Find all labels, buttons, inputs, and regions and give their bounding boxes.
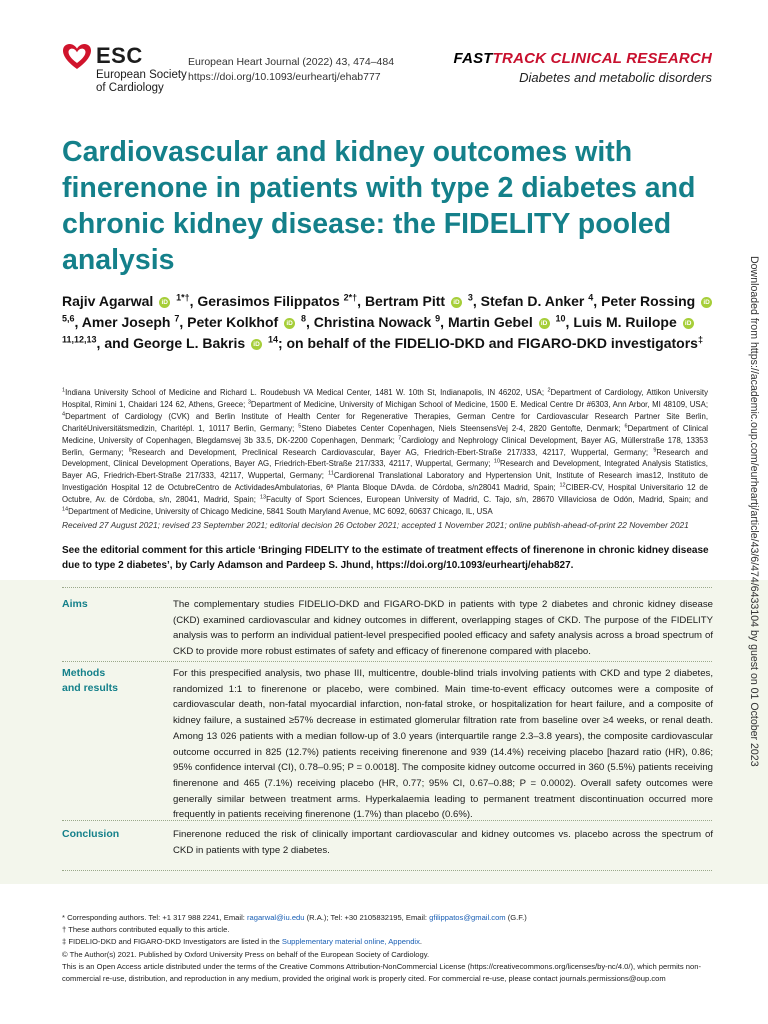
footnotes	[62, 912, 722, 985]
esc-logo[interactable]	[62, 42, 187, 102]
download-notice: Downloaded from https://academic.oup.com/eurheartj/article/43/6/474/6433104 by guest on 01 October 2023	[748, 256, 760, 767]
author-entry	[82, 314, 180, 330]
affiliation-text: Cardiorenal Translational Laboratory and Hypertension Unit, Institute of Research imas12, Instituto de Investigación Hospital 12 de OctubreCentro de ActividadesAmbulatorias, 6ª Planta Bloque DAvda. de Córdoba, s/n28041 Madrid, Spain;	[62, 471, 708, 493]
email-link[interactable]: gfilippatos@gmail.com	[429, 913, 506, 922]
affiliation-text: Department of Clinical Medicine, University of Copenhagen, Blegdamsvej 3b 33.5, DK-2200 Copenhagen, Denmark;	[62, 423, 709, 445]
orcid-icon[interactable]: iD	[284, 318, 295, 329]
affiliation-number: 1	[62, 387, 66, 394]
logo-wordmark: ESC	[96, 43, 143, 68]
affiliation-number: 13	[259, 494, 267, 501]
logo-subtitle-line2: of Cardiology	[96, 82, 164, 94]
investigators-marker: ‡	[697, 334, 703, 345]
fasttrack-prefix: FAST	[453, 50, 493, 67]
author-name[interactable]: Peter Rossing	[601, 293, 696, 309]
divider	[62, 587, 712, 588]
section-heading	[454, 50, 712, 85]
footnote-text: ‡ FIDELIO-DKD and FIGARO-DKD Investigators are listed in the	[62, 937, 282, 947]
affiliation-number: 6	[624, 423, 628, 430]
footnote-text: * Corresponding authors. Tel: +1 317 988 2241, Email:	[62, 913, 247, 922]
affiliation-number: 2	[547, 387, 551, 394]
affiliation-text: Department of Cardiology (CVK) and Berlin Institute of Health Center for Regenerative Therapies, German Centre for Cardiovascular Research Partner Site Berlin, CharitéUniversitätsmedizin, Charitépl. 1, 10117 Berlin, Germany;	[62, 411, 708, 433]
editorial-note[interactable]: See the editorial comment for this article ‘Bringing FIDELITY to the estimate of treatment effects of finerenone in chronic kidney disease due to type 2 diabetes’, by Carly Adamson and Pardeep S. Jhund, https://doi.org/10.1093/eurheartj/ehab827.	[62, 545, 709, 571]
supplementary-link[interactable]: Supplementary material online, Appendix	[281, 937, 420, 947]
author-name[interactable]: Gerasimos Filippatos	[197, 293, 340, 309]
methods-label	[62, 666, 152, 696]
author-name[interactable]: Rajiv Agarwal	[62, 293, 154, 309]
affiliation-text: Indiana University School of Medicine and Richard L. Roudebush VA Medical Center, 1481 W. 10th St, Indianapolis, IN 46202, USA;	[65, 388, 548, 397]
affiliation-number: 12	[559, 482, 566, 489]
author-name[interactable]: Martin Gebel	[447, 314, 533, 330]
author-affiliation-marker: 1*†	[176, 292, 190, 303]
affiliation-text: Cardiology and Nephrology Clinical Development, Bayer AG, Müllerstraße 178, 13353 Berlin, Germany;	[62, 435, 708, 457]
corresponding-authors	[62, 912, 722, 924]
footnote-text: (R.A.); Tel: +30 2105832195, Email:	[304, 913, 430, 922]
author-entry	[197, 293, 357, 309]
author-name[interactable]: Amer Joseph	[81, 314, 171, 330]
author-name[interactable]: Peter Kolkhof	[187, 314, 279, 330]
author-affiliation-marker: 5,6	[62, 313, 75, 324]
author-affiliation-marker: 14	[267, 334, 278, 345]
footnote-text: .	[419, 937, 423, 947]
author-affiliation-marker: 11,12,13	[62, 334, 97, 345]
divider	[62, 870, 712, 871]
divider	[62, 661, 712, 662]
affiliation-text: Faculty of Sport Sciences, European University of Madrid, C. Tajo, s/n, 28670 Villaviciosa de Odón, Madrid, Spain; and	[266, 495, 708, 505]
conclusion-label: Conclusion	[62, 828, 120, 840]
affiliation-number: 10	[493, 458, 501, 465]
author-name[interactable]: Bertram Pitt	[364, 293, 446, 309]
affiliation-number: 8	[128, 446, 132, 453]
received-dates: Received 27 August 2021; revised 23 September 2021; editorial decision 26 October 2021; accepted 1 November 2021; online publish-ahead-of-print 22 November 2021	[62, 520, 689, 530]
orcid-icon[interactable]: iD	[701, 297, 712, 308]
author-name[interactable]: Stefan D. Anker	[480, 293, 585, 309]
author-entry	[365, 293, 473, 309]
methods-label-line2: and results	[62, 682, 119, 694]
affiliation-text: Steno Diabetes Center Copenhagen, Niels SteensensVej 2-4, 2820 Gentofte, Denmark;	[301, 423, 625, 433]
affiliation-text: Research and Development, Preclinical Research Cardiovascular, Bayer AG, Friedrich-Ebert-Straße 217/333, 42117, Wuppertal, Germany;	[131, 447, 654, 457]
section-subtitle: Diabetes and metabolic disorders	[519, 70, 712, 85]
affiliation-text: Department of Medicine, University of Michigan School of Medicine, 1500 E. Medical Centre Dr #6303, Ann Arbor, MI 48109, USA;	[250, 399, 708, 409]
journal-line: European Heart Journal (2022) 43, 474–484	[188, 56, 395, 68]
orcid-icon[interactable]: iD	[451, 297, 462, 308]
methods-label-line1: Methods	[62, 667, 106, 679]
author-entry	[314, 314, 440, 330]
author-affiliation-marker: 3	[467, 292, 473, 303]
investigators-group: ; on behalf of the FIDELIO-DKD and FIGARO-DKD investigators	[277, 335, 698, 351]
affiliation-text: CIBER-CV, Hospital Universitario 12 de Octubre, Av. de Córdoba, s/n, 28041, Madrid, Spain;	[62, 483, 708, 505]
article-title: Cardiovascular and kidney outcomes with finerenone in patients with type 2 diabetes and chronic kidney disease: the FIDELITY pooled analysis	[62, 136, 696, 276]
affiliation-text: Department of Cardiology, Attikon University Hospital, Rimini 1, Chaidari 124 62, Athens, Greece;	[62, 388, 708, 409]
conclusion-text: Finerenone reduced the risk of clinically important cardiovascular and kidney outcomes vs. placebo across the spectrum of CKD in patients with type 2 diabetes.	[173, 829, 713, 856]
affiliation-number: 14	[62, 506, 69, 513]
author-affiliation-marker: 4	[588, 292, 594, 303]
fasttrack-rest: TRACK CLINICAL RESEARCH	[492, 50, 712, 67]
page-header	[0, 0, 768, 110]
author-entry	[62, 293, 190, 309]
affiliation-number: 4	[62, 411, 66, 418]
author-affiliation-marker: 7	[174, 313, 180, 324]
heart-icon	[62, 42, 92, 72]
logo-subtitle-line1: European Society	[96, 69, 187, 81]
affiliation-number: 9	[653, 446, 657, 453]
author-list: Rajiv Agarwal iD $^{1*\dagger}$, Gerasimos Filippatos $^{2*\dagger}$, Bertram Pitt iD $^3$, Stefan D. Anker $^4$, Peter Rossing iD $^{5,6}$, Amer Joseph $^7$, Peter Kolkhof iD $^8$, Christina Nowack $^9$, Martin Gebel iD $^{10}$, Luis M. Ruilope iD $^{11,12,13}$, and George L. Bakris iD $^{14}$; on behalf of the FIDELIO-DKD and FIGARO-DKD investigators‡	[62, 291, 722, 354]
affiliation-text: Research and Development, Integrated Analysis Statistics, Bayer AG, Friedrich-Ebert-Straße 217/333, 42117, Wuppertal, Germany;	[62, 459, 708, 481]
doi-link[interactable]: https://doi.org/10.1093/eurheartj/ehab777	[188, 71, 381, 83]
author-affiliation-marker: 2*†	[343, 292, 358, 303]
author-entry	[448, 314, 566, 330]
author-name[interactable]: Christina Nowack	[313, 314, 432, 330]
aims-label: Aims	[62, 598, 88, 610]
author-affiliation-marker: 9	[435, 313, 441, 324]
author-affiliation-marker: 8	[300, 313, 306, 324]
affiliation-number: 7	[398, 435, 402, 442]
orcid-icon[interactable]: iD	[539, 318, 550, 329]
author-name[interactable]: Luis M. Ruilope	[573, 314, 677, 330]
download-watermark	[748, 256, 762, 1016]
copyright-note: © The Author(s) 2021. Published by Oxford University Press on behalf of the European Society of Cardiology.	[62, 949, 430, 959]
journal-citation	[188, 55, 394, 85]
aims-text: The complementary studies FIDELIO-DKD and FIGARO-DKD in patients with type 2 diabetes and chronic kidney disease (CKD) examined cardiovascular and kidney outcomes in different, overlapping stages of CKD. The purpose of the FIDELITY analysis was to perform an individual patient-level prespecified pooled efficacy and safety analysis across a broad spectrum of CKD to provide more robust estimates of safety and efficacy of finerenone compared with placebo.	[173, 599, 713, 658]
affiliation-number: 11	[328, 470, 334, 477]
author-name[interactable]: George L. Bakris	[133, 335, 246, 351]
equal-contribution-note: † These authors contributed equally to this article.	[62, 925, 230, 935]
email-link[interactable]: ragarwal@iu.edu	[246, 913, 305, 922]
author-entry	[187, 314, 306, 330]
fasttrack-label	[454, 50, 712, 67]
orcid-icon[interactable]: iD	[683, 318, 694, 329]
author-affiliation-marker: 10	[555, 313, 566, 324]
license-note: This is an Open Access article distributed under the terms of the Creative Commons Attribution-NonCommercial License (https://creativecommons.org/licenses/by-nc/4.0/), which permits non-commercial re-use, distribution, and reproduction in any medium, provided the original work is properly cited. For commercial re-use, please contact journals.permissions@oup.com	[62, 961, 701, 984]
author-entry	[481, 293, 594, 309]
affiliation-text: Research and Development, Clinical Development Operations, Bayer AG, Friedrich-Ebert-Straße 217/333, 42117, Wuppertal, Germany;	[62, 447, 708, 469]
footnote-text: (G.F.)	[505, 913, 527, 922]
orcid-icon[interactable]: iD	[251, 339, 262, 350]
affiliations	[62, 387, 708, 518]
author-conjunction: and	[104, 335, 130, 351]
structured-abstract	[0, 580, 768, 884]
methods-text: For this prespecified analysis, two phase III, multicentre, double-blind trials involving patients with CKD and type 2 diabetes, randomized 1:1 to finerenone or placebo, were combined. Main time-to-event efficacy outcomes were a composite of cardiovascular death, non-fatal myocardial infarction, non-fatal stroke, or hospitalization for heart failure, and a composite of kidney failure, a sustained ≥57% decrease in estimated glomerular filtration rate from baseline over ≥4 weeks, or renal death. Among 13 026 patients with a median follow-up of 3.0 years (interquartile range 2.3–3.8 years), the composite cardiovascular outcome occurred in 825 (12.7%) patients receiving finerenone and 939 (14.4%) receiving placebo [hazard ratio (HR), 0.86; 95% confidence interval (CI), 0.78–0.95; P = 0.0018]. The composite kidney outcome occurred in 360 (5.5%) patients receiving finerenone and 465 (7.1%) receiving placebo (HR, 0.77; 95% CI, 0.67–0.88; P = 0.0002). Overall safety outcomes were generally similar between treatment arms. Hyperkalaemia leading to permanent treatment discontinuation occurred more frequently in patients receiving finerenone (1.7%) than placebo (0.6%).	[173, 668, 713, 821]
affiliation-number: 5	[298, 423, 302, 430]
divider	[62, 820, 712, 821]
orcid-icon[interactable]: iD	[159, 297, 170, 308]
affiliation-number: 3	[247, 399, 251, 406]
author-entry	[133, 335, 278, 351]
affiliation-text: Department of Medicine, University of Chicago Medicine, 5841 South Maryland Avenue, MC 6092, 60637 Chicago, IL, USA	[68, 507, 493, 517]
investigators-note	[62, 936, 722, 948]
